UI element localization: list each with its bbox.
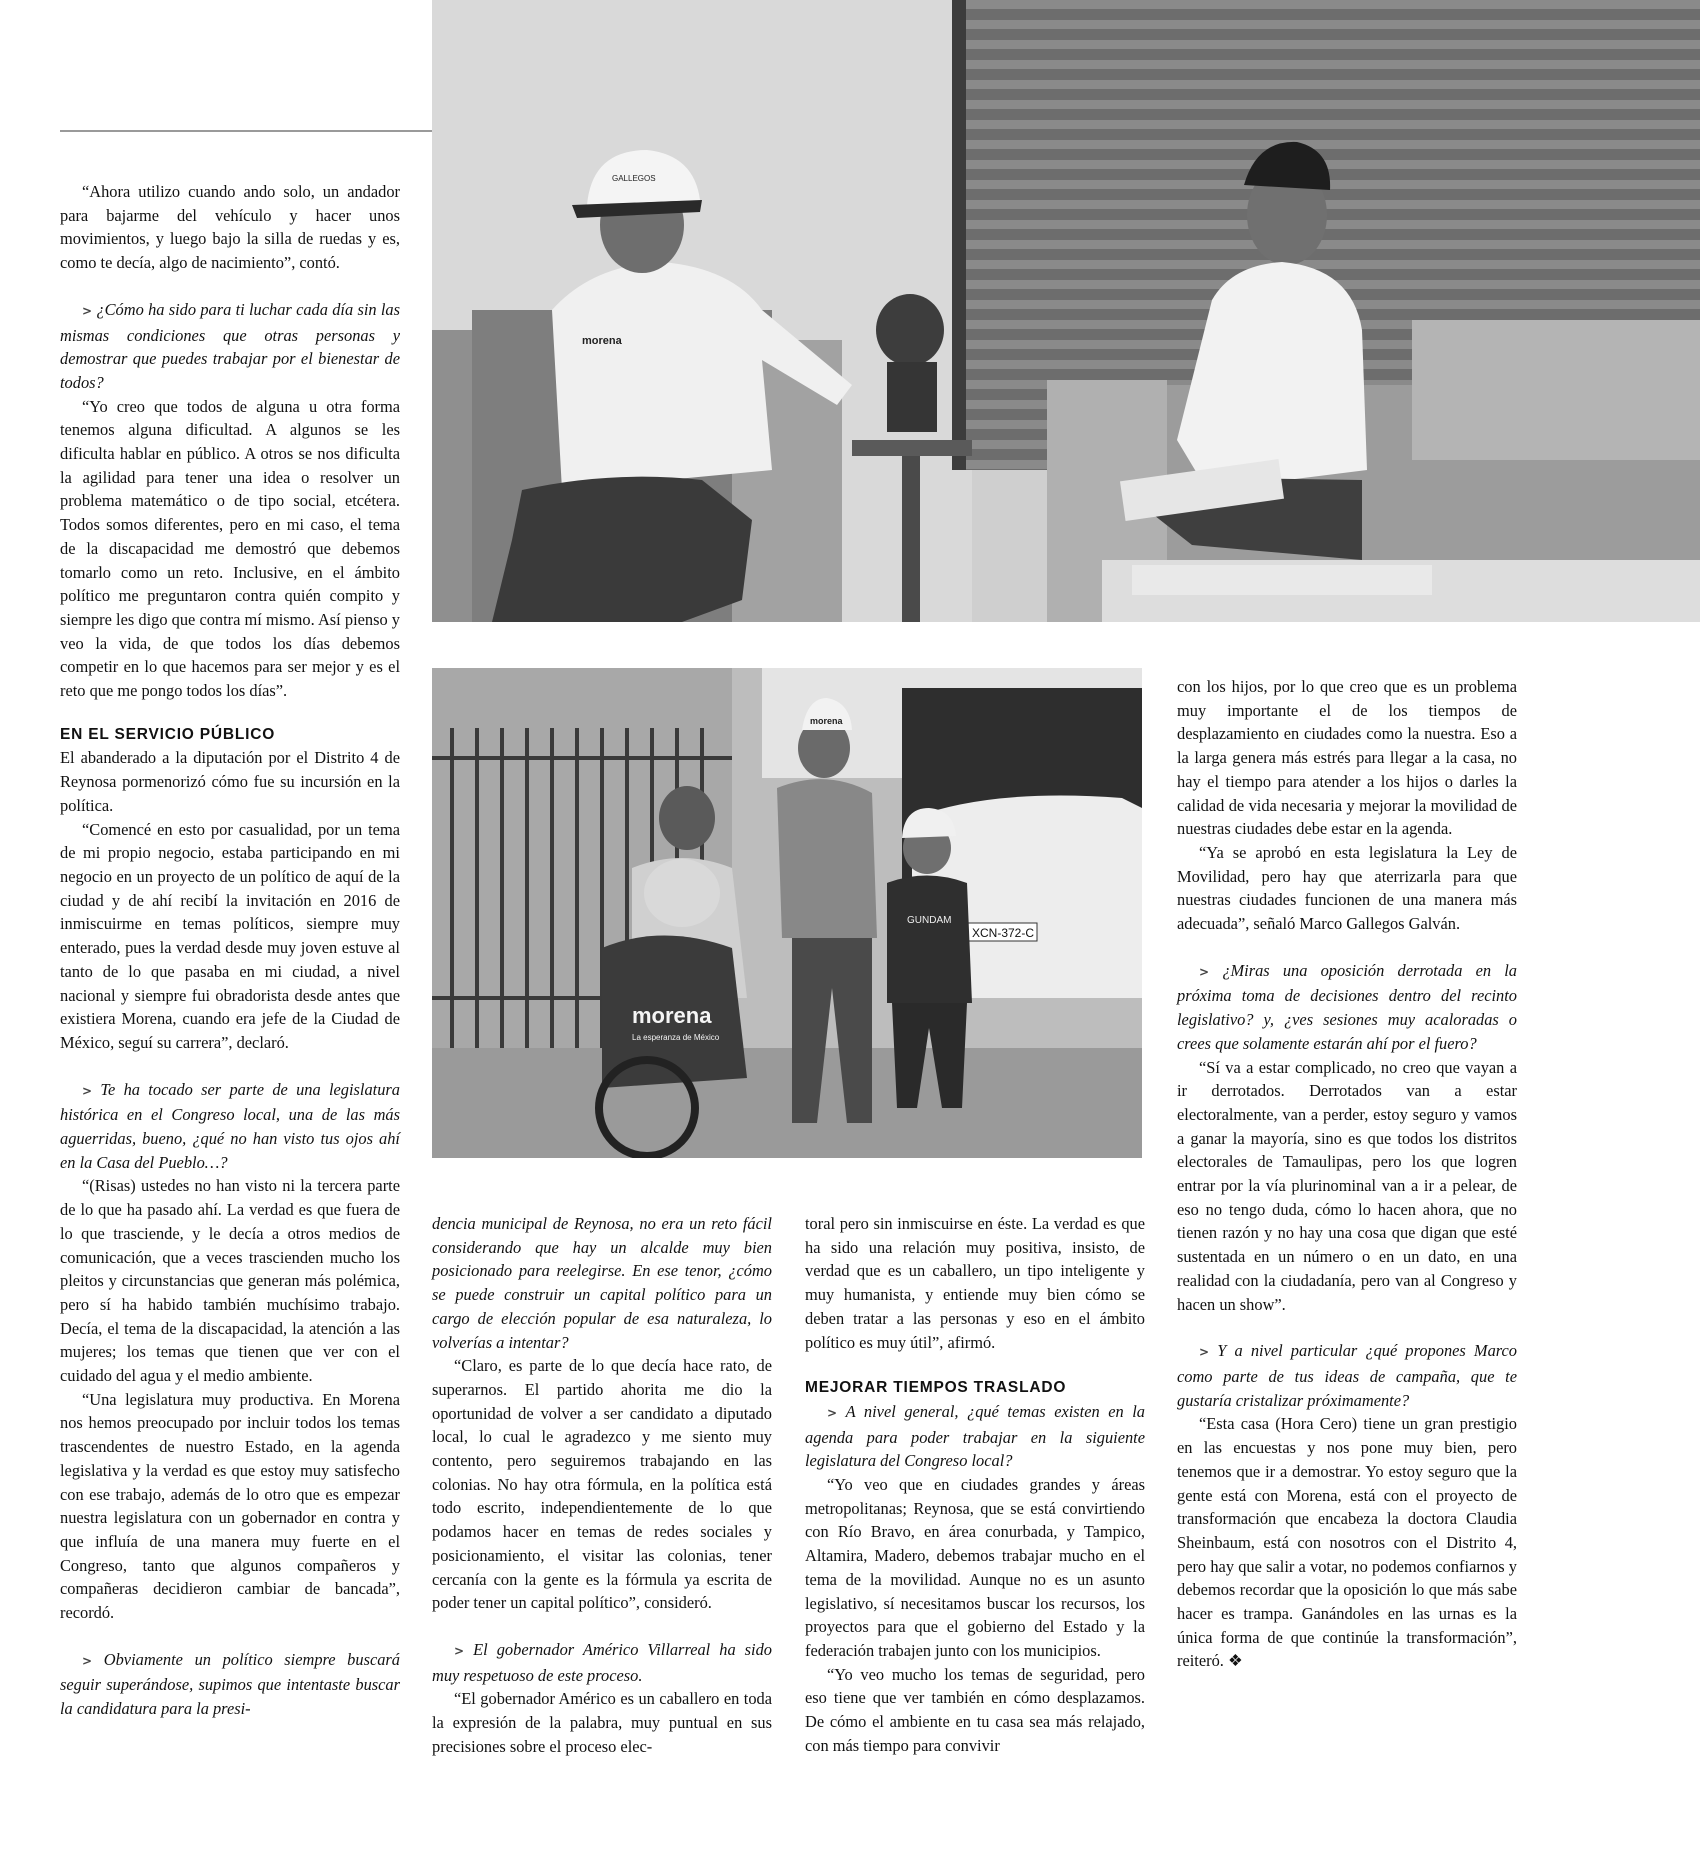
paragraph (1177, 1412, 1517, 1673)
cap-text: morena (810, 716, 843, 726)
question (60, 1648, 400, 1721)
question (1177, 959, 1517, 1056)
arrow-marker-icon: > (1199, 1345, 1218, 1360)
subheading: MEJORAR TIEMPOS TRASLADO (805, 1379, 1067, 1397)
column-1 (60, 180, 400, 1721)
question (805, 1400, 1145, 1473)
header-rule-left (60, 130, 432, 132)
interview-photo (432, 0, 1700, 622)
paragraph-continuation: con los hijos, por lo que creo que es un problema muy importante el de los tiempos de desplazamiento en ciudades como la nuestra. Eso a la larga genera más estrés para llegar a la casa, no hay el tiempo para atender a los hijos o darles la calidad de vida necesaria y mejorar la movilidad de nuestras ciudades debe estar en la agenda. (1177, 677, 1517, 839)
paragraph: “El gobernador Américo es un caballero en toda la expresión de la palabra, muy puntual en sus precisiones sobre el proceso elec- (432, 1689, 772, 1756)
paragraph-text: “Esta casa (Hora Cero) tiene un gran prestigio en las encuestas y nos pone muy bien, pero tenemos que ir a demostrar. Yo estoy seguro que la gente está con Morena, está con el proyecto de transformación que encabeza la doctora Claudia Sheinbaum, está con nosotros con el Distrito 4, pero hay que salir a votar, no podemos confiarnos y debemos recordar que la oposición lo que más sabe hacer es trampa. Ganándoles en las urnas es la única forma de que continúe la transformación”, reiteró. (1177, 1414, 1517, 1671)
question-text: ¿Cómo ha sido para ti luchar cada día sin las mismas condiciones que otras personas y demostrar que puedes trabajar por el bienestar de todos? (60, 299, 400, 392)
arrow-marker-icon: > (1199, 964, 1223, 979)
boy-shirt-text: GUNDAM (907, 915, 952, 926)
question-text: El gobernador Américo Villarreal ha sido muy respetuoso de este proceso. (432, 1639, 772, 1685)
paragraph: “Una legislatura muy productiva. En Morena nos hemos preocupado por incluir todos los temas trascendentes de nuestro Estado, en la agenda legislativa y la verdad es que estoy muy satisfecho con ese trabajo, además de lo otro que es empezar nuestra legislatura con un gobernador en contra y que influía de una manera muy fuerte en el Congreso, tanto que algunos compañeros y compañeras decidieron cambiar de bancada”, recordó. (60, 1389, 400, 1623)
question-text: ¿Miras una oposición derrotada en la próxima toma de decisiones dentro del recinto legislativo? y, ¿ves sesiones muy acaloradas o crees que solamente estarán ahí por el fuero? (1177, 960, 1518, 1053)
paragraph: “Ahora utilizo cuando ando solo, un andador para bajarme del vehículo y hacer unos movimientos, y luego bajo la silla de ruedas y es, como te decía, algo de nacimiento”, contó. (60, 182, 400, 273)
paragraph: “(Risas) ustedes no han visto ni la tercera parte de lo que ha pasado ahí. La verdad es que fuera de lo que trasciende, y le decía a otros medios de comunicación, que a veces trascienden mucho los pleitos y circunstancias que generan más polémica, pero sí ha habido también muchísimo trabajo. Decía, el tema de la discapacidad, la atención a las mujeres; los temas que tienen que ver con el cuidado del agua y el medio ambiente. (60, 1176, 400, 1386)
arrow-marker-icon: > (454, 1643, 474, 1658)
paragraph: “Yo creo que todos de alguna u otra forma tenemos alguna dificultad. A algunos se les dificulta hablar en público. A otros se nos dificulta la agilidad para tener una idea o resolver un problema matemático o de tipo social, etcétera. Todos somos diferentes, pero en mi caso, el tema de la discapacidad me demostró que debemos tomarlo como un reto. Inclusive, en el ámbito político me preguntaron contra quién compito y siempre les digo que contra mí mismo. Así pienso y veo la vida, de que todos los días debemos competir en lo que hacemos para ser mejor y es el reto que me pongo todos los días”. (60, 396, 400, 701)
shirt-logo: morena (582, 335, 622, 347)
column-3 (805, 1212, 1145, 1757)
license-plate: XCN-372-C (972, 926, 1035, 940)
fleuron-icon: ❖ (1227, 1651, 1243, 1671)
paragraph: “Claro, es parte de lo que decía hace rato, de superarnos. El partido ahorita me dio la oportunidad de volver a ser candidato a diputado local, lo cual le agradezco y me siento muy contento, pero seguiremos trabajando en las colonias. No hay otra fórmula, en la política está todo escrito, independientemente de lo que podamos hacer en temas de redes sociales y posicionamiento, el visitar las colonias, tener cercanía con la gente es la fórmula ya escrita de poder tener un capital político”, consideró. (432, 1356, 772, 1613)
arrow-marker-icon: > (82, 1653, 104, 1668)
question-text: Obviamente un político siempre buscará seguir superándose, supimos que intentaste buscar la candidatura para la presi- (60, 1649, 401, 1719)
paragraph: “Sí va a estar complicado, no creo que vayan a ir derrotados. Derrotados van a estar electoralmente, van a perder, estoy seguro y vamos a ganar la mayoría, sino es que todos los distritos electorales de Tamaulipas, pero los que logren entrar por la vía plurinominal van a ir a pelear, de eso no tengo duda, cómo lo hacen ahora, que no tienen razón y no hay una cosa que digan que esté sustentada en un número o en un dato, en una realidad con la ciudadanía, pero van al Congreso y hacen un show”. (1177, 1057, 1517, 1314)
question-text: A nivel general, ¿qué temas existen en la agenda para poder trabajar en la siguiente legislatura del Congreso local? (805, 1401, 1145, 1471)
question-text: Te ha tocado ser parte de una legislatura histórica en el Congreso local, una de las más aguerridas, bueno, ¿qué no han visto tus ojos ahí en la Casa del Pueblo…? (60, 1079, 400, 1172)
street-photo (432, 668, 1142, 1158)
question (432, 1638, 772, 1687)
column-2 (432, 1212, 772, 1758)
arrow-marker-icon: > (827, 1405, 846, 1420)
question (60, 298, 400, 395)
arrow-marker-icon: > (82, 303, 97, 318)
question (1177, 1339, 1517, 1412)
paragraph-continuation: toral pero sin inmiscuirse en éste. La verdad es que ha sido una relación muy positiva, insisto, de verdad que es un caballero, un tipo inteligente y muy humanista, y entiende muy bien cómo se deben tratar a las personas y eso en el ámbito político es muy útil”, afirmó. (805, 1214, 1145, 1352)
column-4 (1177, 675, 1517, 1673)
question-continuation: dencia municipal de Reynosa, no era un reto fácil considerando que hay un alcalde muy bien posicionado para reelegirse. En ese tenor, ¿cómo se puede construir un capital político para un cargo de elección popular de esa naturaleza, lo volverías a intentar? (432, 1214, 772, 1352)
question (60, 1078, 400, 1175)
paragraph: El abanderado a la diputación por el Distrito 4 de Reynosa pormenorizó cómo fue su incursión en la política. (60, 748, 400, 815)
paragraph: “Yo veo mucho los temas de seguridad, pero eso tiene que ver también en cómo desplazamos. De cómo el ambiente en tu casa sea más relajado, con más tiempo para convivir (805, 1664, 1145, 1755)
vest-logo: morena (632, 1003, 712, 1028)
paragraph: “Ya se aprobó en esta legislatura la Ley de Movilidad, pero hay que aterrizarla para que nuestras ciudades funcionen de una manera más adecuada”, señaló Marco Gallegos Galván. (1177, 842, 1517, 934)
paragraph: “Comencé en esto por casualidad, por un tema de mi propio negocio, estaba participando en mi negocio en un proyecto de un político de aquí de la ciudad y de ahí recibí la invitación en 2016 de inmiscuirme en temas políticos, siempre muy enterado, pues la verdad desde muy joven estuve al tanto de lo que pasaba en mi ciudad, a nivel nacional y siempre fui obradorista desde antes que existiera Morena, cuando era jefe de la Ciudad de México, seguí su carrera”, declaró. (60, 819, 400, 1052)
cap-logo: GALLEGOS (612, 174, 656, 183)
question-text: Y a nivel particular ¿qué propones Marco como parte de tus ideas de campaña, que te gustaría cristalizar próximamente? (1177, 1341, 1518, 1410)
vest-subtitle: La esperanza de México (632, 1033, 720, 1042)
paragraph: “Yo veo que en ciudades grandes y áreas metropolitanas; Reynosa, que se está convirtiendo con Río Bravo, en área conurbada, y Tampico, Altamira, Madero, debemos trabajar mucho en el tema de la movilidad. Aunque no es un asunto legislativo, sí necesitamos buscar los recursos, los proyectos para que el gobierno del Estado y la federación trabajen junto con los municipios. (805, 1475, 1145, 1660)
subheading: EN EL SERVICIO PÚBLICO (60, 725, 276, 743)
arrow-marker-icon: > (82, 1083, 101, 1098)
